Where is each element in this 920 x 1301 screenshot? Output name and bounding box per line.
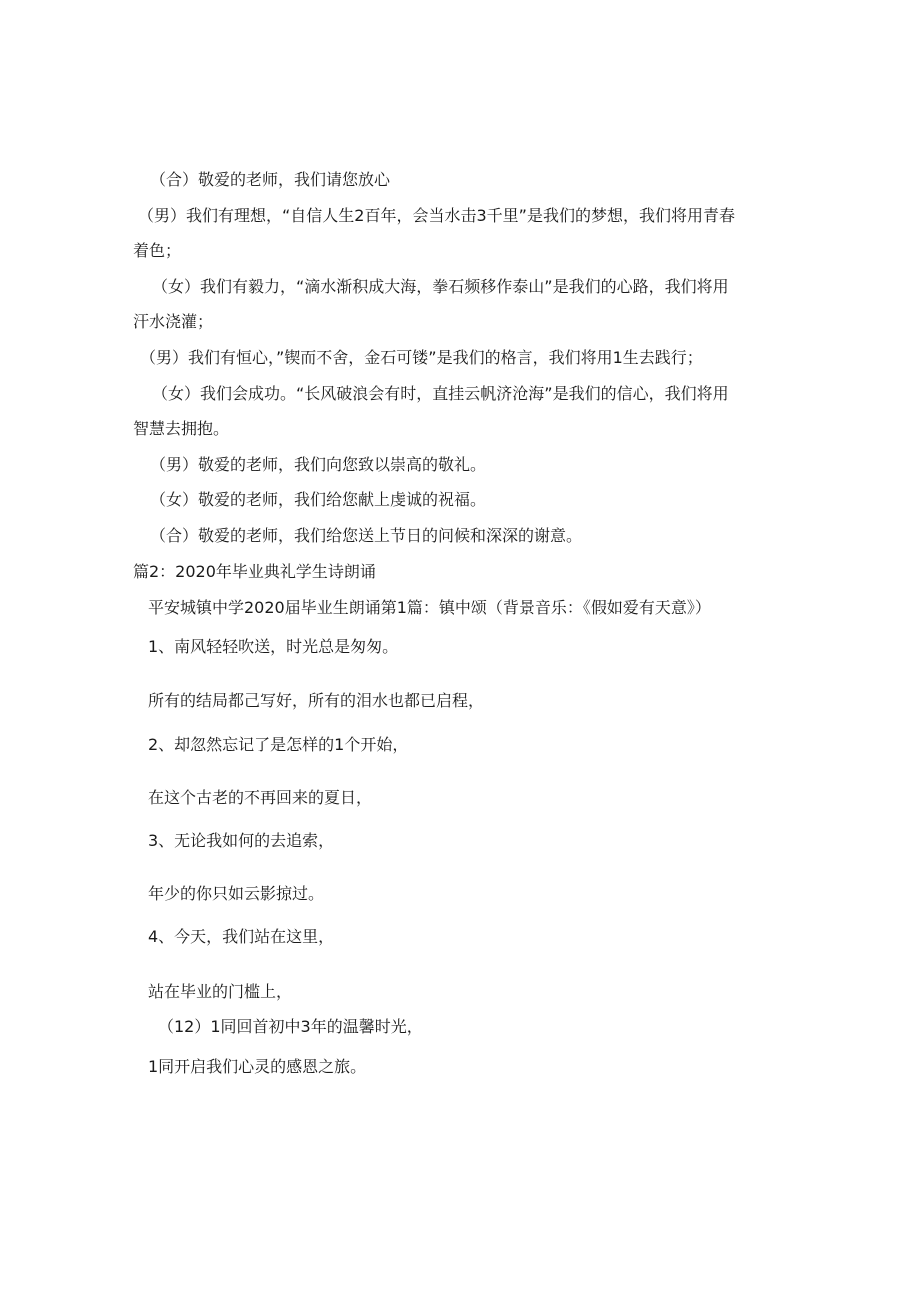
text-line: 1同开启我们心灵的感恩之旅。: [148, 1057, 367, 1076]
text-line: 在这个古老的不再回来的夏日，: [148, 788, 373, 807]
text-line: （男）我们有理想，“自信人生2百年，会当水击3千里”是我们的梦想，我们将用青春: [138, 206, 735, 225]
text-line: 智慧去拥抱。: [133, 419, 230, 438]
text-line: （女）我们会成功。“长风破浪会有时，直挂云帆济沧海”是我们的信心，我们将用: [152, 384, 729, 403]
text-line: （女）我们有毅力，“滴水渐积成大海，拳石频移作泰山”是我们的心路，我们将用: [152, 277, 729, 296]
text-line: 3、无论我如何的去追索，: [148, 831, 335, 850]
section-heading: 篇2：2020年毕业典礼学生诗朗诵: [133, 562, 376, 581]
text-line: （男）敬爱的老师，我们向您致以崇高的敬礼。: [150, 455, 487, 474]
text-line: （12）1同回首初中3年的温馨时光，: [158, 1017, 423, 1036]
text-line: （合）敬爱的老师，我们给您送上节日的问候和深深的谢意。: [150, 526, 583, 545]
text-line: （男）我们有恒心，”锲而不舍，金石可镂”是我们的格言，我们将用1生去践行；: [140, 348, 703, 367]
text-line: 汗水浇灌；: [133, 312, 214, 331]
text-line: 2、却忽然忘记了是怎样的1个开始，: [148, 735, 409, 754]
text-line: （女）敬爱的老师，我们给您献上虔诚的祝福。: [150, 490, 487, 509]
text-line: 站在毕业的门槛上，: [148, 982, 293, 1001]
text-line: 所有的结局都己写好，所有的泪水也都已启程，: [148, 691, 485, 710]
text-line: 着色；: [133, 241, 182, 260]
text-line: 1、南风轻轻吹送，时光总是匆匆。: [148, 637, 399, 656]
text-line: （合）敬爱的老师，我们请您放心: [150, 170, 391, 189]
text-line: 年少的你只如云影掠过。: [148, 884, 325, 903]
text-line: 平安城镇中学2020届毕业生朗诵第1篇：镇中颂（背景音乐：《假如爱有天意》）: [148, 598, 711, 617]
text-line: 4、今天，我们站在这里，: [148, 927, 335, 946]
